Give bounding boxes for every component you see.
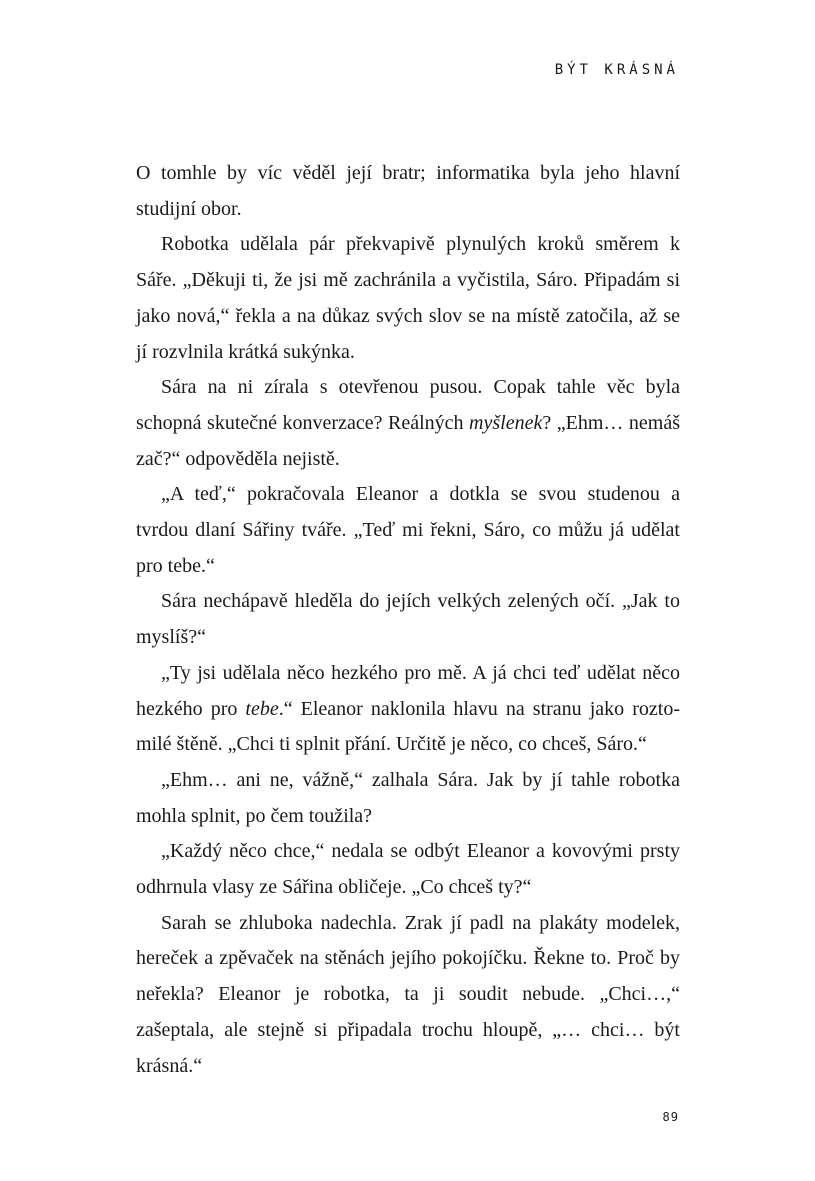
paragraph: [136, 834, 680, 905]
page-number: 89: [662, 1110, 679, 1124]
text-segment: ? „Ehm… nemáš zač?“ odpověděla nejistě.: [136, 411, 680, 470]
paragraph: [136, 477, 680, 584]
text-segment: O tomhle by víc věděl její bratr; informatika byla jeho hlavní studijní obor.: [136, 162, 680, 220]
text-segment: Sára nechápavě hleděla do jejích velkých zelených očí. „Jak to myslíš?“: [136, 590, 680, 649]
text-segment: .“ Eleanor naklonila hlavu na stranu jako roztomilé štěně. „Chci ti splnit přání. Určitě je něco, co chceš, Sáro.“: [136, 697, 680, 756]
paragraph: [136, 227, 680, 370]
text-segment: „Ty jsi udělala něco hezkého pro mě. A já chci teď udělat něco hezkého pro: [136, 661, 680, 720]
paragraph: [136, 763, 680, 834]
italic-emphasis: myšlenek: [469, 411, 543, 434]
paragraph: [136, 370, 680, 477]
italic-emphasis: tebe: [245, 697, 279, 720]
paragraph: [136, 906, 680, 1085]
text-segment: „A teď,“ pokračovala Eleanor a dotkla se svou studenou a tvrdou dlaní Sářiny tváře. „Teď mi řekni, Sáro, co můžu já udělat pro tebe.“: [136, 483, 680, 577]
text-segment: Sarah se zhluboka nadechla. Zrak jí padl na plakáty modelek, hereček a zpěvaček na stěnách jejího pokojíčku. Řekne to. Proč by neřekla? Eleanor je robotka, ta ji soudit nebude. „Chci…,“ zašeptala, ale stejně si připadala trochu hloupě, „… chci… být krásná.“: [136, 911, 680, 1077]
text-segment: Robotka udělala pár překvapivě plynulých kroků směrem k Sáře. „Děkuji ti, že jsi mě zachránila a vyčistila, Sáro. Připadám si jako nová,“ řekla a na důkaz svých slov se na místě zatočila, až se jí rozvlnila krátká sukýnka.: [136, 233, 680, 363]
text-segment: „Každý něco chce,“ nedala se odbýt Eleanor a kovovými prsty odhrnula vlasy ze Sářina obličeje. „Co chceš ty?“: [136, 840, 680, 899]
paragraph: [136, 156, 680, 227]
running-title: BÝT KRÁSNÁ: [554, 62, 679, 78]
paragraph: [136, 584, 680, 655]
body-text: [136, 156, 680, 1084]
text-segment: „Ehm… ani ne, vážně,“ zalhala Sára. Jak by jí tahle robotka mohla splnit, po čem toužila?: [136, 768, 680, 827]
paragraph: [136, 656, 680, 763]
text-segment: Sára na ni zírala s otevřenou pusou. Copak tahle věc byla schopná skutečné konverzace? Reálných: [136, 376, 680, 434]
